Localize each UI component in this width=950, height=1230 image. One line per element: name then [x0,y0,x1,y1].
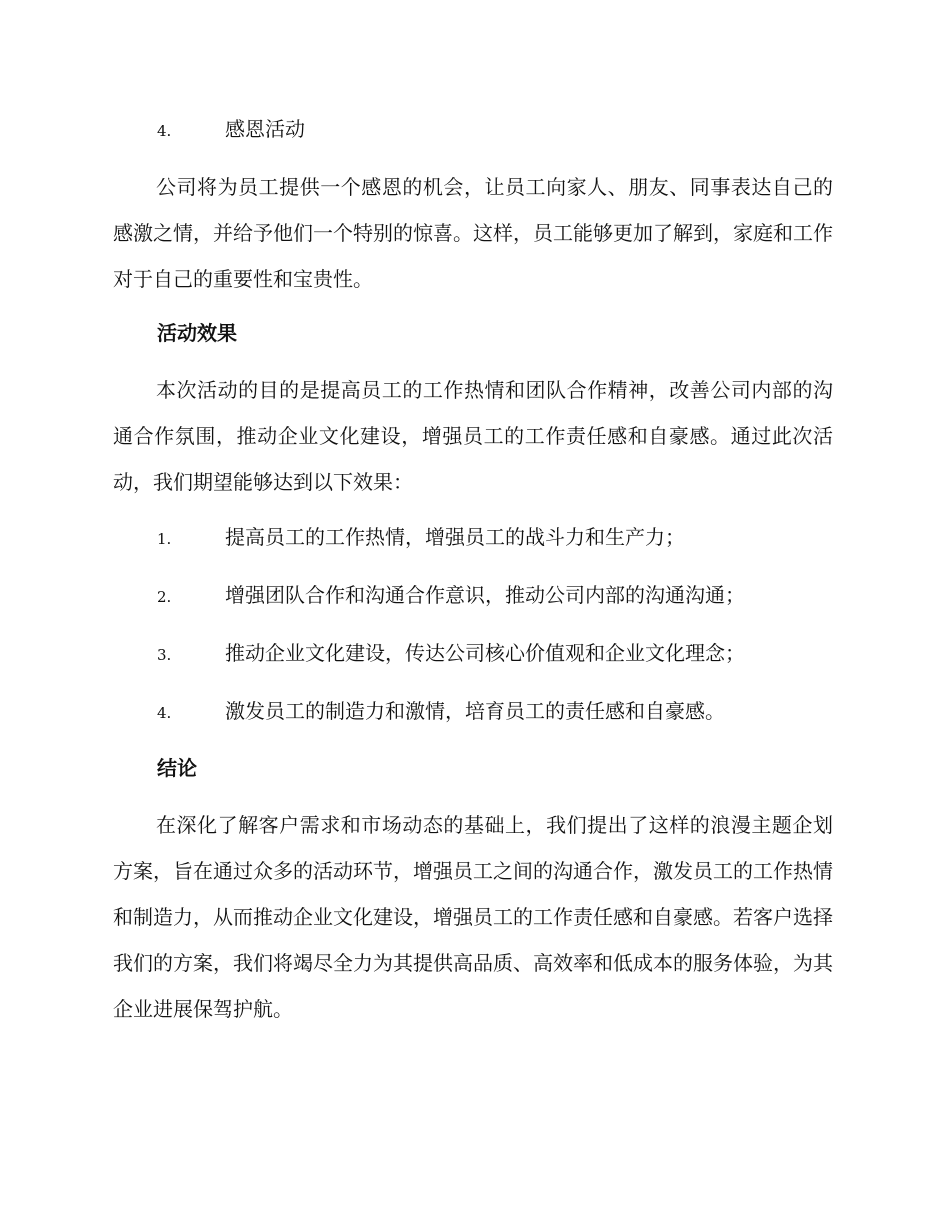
list-item-text: 提高员工的工作热情，增强员工的战斗力和生产力； [225,525,685,549]
list-number: 2. [157,588,172,606]
list-number: 3. [157,646,172,664]
list-number: 1. [157,530,172,548]
effects-list-item-4 [157,696,725,728]
list-item-text: 激发员工的制造力和激情，培育员工的责任感和自豪感。 [225,699,725,723]
effects-paragraph: 本次活动的目的是提高员工的工作热情和团队合作精神，改善公司内部的沟通合作氛围，推动企业文化建设，增强员工的工作责任感和自豪感。通过此次活动，我们期望能够达到以下效果： [113,378,833,494]
gratitude-paragraph: 公司将为员工提供一个感恩的机会，让员工向家人、朋友、同事表达自己的感激之情，并给予他们一个特别的惊喜。这样，员工能够更加了解到，家庭和工作对于自己的重要性和宝贵性。 [113,175,833,291]
effects-list-item-2 [157,580,745,612]
conclusion-paragraph: 在深化了解客户需求和市场动态的基础上，我们提出了这样的浪漫主题企划方案，旨在通过众多的活动环节，增强员工之间的沟通合作，激发员工的工作热情和制造力，从而推动企业文化建设，增强员工的工作责任感和自豪感。若客户选择我们的方案，我们将竭尽全力为其提供高品质、高效率和低成本的服务体验，为其企业进展保驾护航。 [113,813,833,1021]
list-item-text: 增强团队合作和沟通合作意识，推动公司内部的沟通沟通； [225,583,745,607]
list-item-text: 感恩活动 [225,117,305,141]
list-item-text: 推动企业文化建设，传达公司核心价值观和企业文化理念； [225,641,745,665]
list-item-gratitude-activity [157,114,305,146]
effects-list-item-3 [157,638,745,670]
effects-list-item-1 [157,522,685,554]
effects-heading: 活动效果 [157,321,237,345]
list-number: 4. [157,122,172,140]
list-number: 4. [157,704,172,722]
conclusion-heading: 结论 [157,756,197,780]
